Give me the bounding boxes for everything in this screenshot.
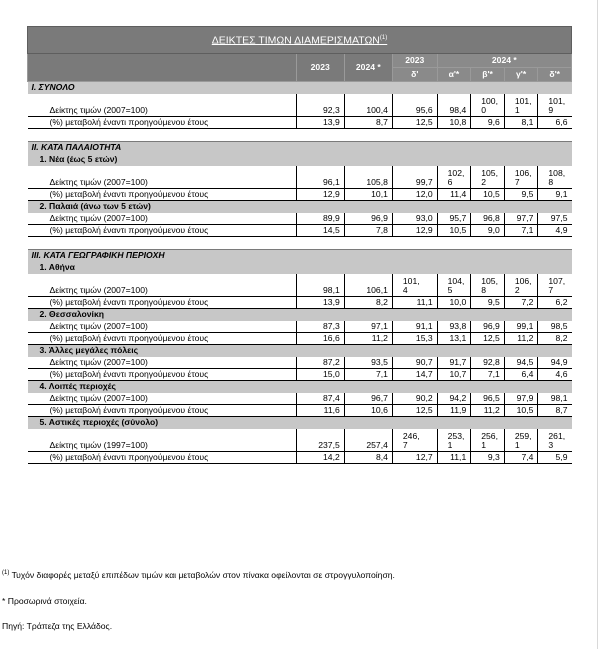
group-header-row xyxy=(28,417,572,430)
value-cell: 5,9 xyxy=(538,452,572,464)
value-cell: 97,5 xyxy=(538,213,572,225)
group-title: 2. Θεσσαλονίκη xyxy=(28,309,572,322)
value-cell: 97,1 xyxy=(344,321,392,333)
value-cell: 107, 7 xyxy=(538,274,572,297)
value-cell: 12,0 xyxy=(392,189,437,201)
group-header-row xyxy=(28,345,572,358)
section-title: II. ΚΑΤΑ ΠΑΛΑΙΟΤΗΤΑ xyxy=(28,142,572,155)
value-cell: 12,9 xyxy=(296,189,344,201)
value-cell: 10,5 xyxy=(437,225,471,237)
table-row xyxy=(28,189,572,201)
group-title: 4. Λοιπές περιοχές xyxy=(28,381,572,394)
value-cell: 105, 8 xyxy=(471,274,505,297)
row-label: (%) μεταβολή έναντι προηγούμενου έτους xyxy=(28,225,297,237)
section-header-row xyxy=(28,142,572,155)
value-cell: 92,8 xyxy=(471,357,505,369)
table-row xyxy=(28,297,572,309)
section-spacer xyxy=(28,237,572,250)
value-cell: 101, 4 xyxy=(392,274,437,297)
footnote-rounding: $^{(1)}$ Τυχόν διαφορές μεταξύ επιπέδων τιμών και μεταβολών στον πίνακα οφείλονται σε στρογγυλοποίηση. xyxy=(2,570,395,580)
table-row xyxy=(28,333,572,345)
price-index-table xyxy=(27,26,572,464)
value-cell: 12,5 xyxy=(392,405,437,417)
table-row xyxy=(28,213,572,225)
value-cell: 92,3 xyxy=(296,94,344,117)
value-cell: 100, 0 xyxy=(471,94,505,117)
value-cell: 104, 5 xyxy=(437,274,471,297)
row-label: Δείκτης τιμών (2007=100) xyxy=(28,357,297,369)
value-cell: 16,6 xyxy=(296,333,344,345)
value-cell: 9,0 xyxy=(471,225,505,237)
row-label: (%) μεταβολή έναντι προηγούμενου έτους xyxy=(28,369,297,381)
value-cell: 96,5 xyxy=(471,393,505,405)
row-label: Δείκτης τιμών (2007=100) xyxy=(28,94,297,117)
value-cell: 106, 7 xyxy=(504,166,538,189)
value-cell: 91,7 xyxy=(437,357,471,369)
value-cell: 93,0 xyxy=(392,213,437,225)
value-cell: 257,4 xyxy=(344,429,392,452)
value-cell: 94,9 xyxy=(538,357,572,369)
spacer-cell xyxy=(28,237,572,250)
value-cell: 105,8 xyxy=(344,166,392,189)
group-header-row xyxy=(28,262,572,274)
header-blank-cell xyxy=(28,54,297,82)
value-cell: 15,3 xyxy=(392,333,437,345)
value-cell: 8,1 xyxy=(504,117,538,129)
value-cell: 9,6 xyxy=(471,117,505,129)
value-cell: 11,6 xyxy=(296,405,344,417)
row-label: (%) μεταβολή έναντι προηγούμενου έτους xyxy=(28,333,297,345)
footnote-provisional: * Προσωρινά στοιχεία. xyxy=(2,596,87,606)
value-cell: 6,2 xyxy=(538,297,572,309)
value-cell: 10,5 xyxy=(471,189,505,201)
header-quarter-delta: δ' xyxy=(392,68,437,82)
value-cell: 102, 6 xyxy=(437,166,471,189)
value-cell: 259, 1 xyxy=(504,429,538,452)
value-cell: 9,1 xyxy=(538,189,572,201)
value-cell: 13,1 xyxy=(437,333,471,345)
value-cell: 14,5 xyxy=(296,225,344,237)
value-cell: 11,1 xyxy=(437,452,471,464)
value-cell: 87,2 xyxy=(296,357,344,369)
row-label: Δείκτης τιμών (2007=100) xyxy=(28,213,297,225)
value-cell: 12,7 xyxy=(392,452,437,464)
value-cell: 8,7 xyxy=(344,117,392,129)
value-cell: 13,9 xyxy=(296,117,344,129)
value-cell: 10,6 xyxy=(344,405,392,417)
value-cell: 246, 7 xyxy=(392,429,437,452)
value-cell: 14,2 xyxy=(296,452,344,464)
value-cell: 237,5 xyxy=(296,429,344,452)
value-cell: 96,1 xyxy=(296,166,344,189)
value-cell: 99,1 xyxy=(504,321,538,333)
group-title: 2. Παλαιά (άνω των 5 ετών) xyxy=(28,201,572,214)
value-cell: 10,5 xyxy=(504,405,538,417)
price-index-table-container xyxy=(27,26,572,464)
header-year-2024: 2024 * xyxy=(344,54,392,82)
value-cell: 98,5 xyxy=(538,321,572,333)
table-row xyxy=(28,166,572,189)
value-cell: 97,9 xyxy=(504,393,538,405)
value-cell: 7,1 xyxy=(471,369,505,381)
row-label: Δείκτης τιμών (2007=100) xyxy=(28,321,297,333)
value-cell: 95,6 xyxy=(392,94,437,117)
value-cell: 9,3 xyxy=(471,452,505,464)
value-cell: 11,1 xyxy=(392,297,437,309)
value-cell: 7,4 xyxy=(504,452,538,464)
value-cell: 96,9 xyxy=(471,321,505,333)
table-row xyxy=(28,225,572,237)
header-quarter-alpha: α'* xyxy=(437,68,471,82)
value-cell: 11,2 xyxy=(471,405,505,417)
section-header-row xyxy=(28,250,572,263)
value-cell: 98,1 xyxy=(538,393,572,405)
value-cell: 253, 1 xyxy=(437,429,471,452)
table-row xyxy=(28,405,572,417)
value-cell: 10,1 xyxy=(344,189,392,201)
value-cell: 8,2 xyxy=(344,297,392,309)
value-cell: 96,9 xyxy=(344,213,392,225)
value-cell: 10,0 xyxy=(437,297,471,309)
header-quarter-year-2023: 2023 xyxy=(392,54,437,68)
group-header-row xyxy=(28,201,572,214)
value-cell: 256, 1 xyxy=(471,429,505,452)
section-title: I. ΣΥΝΟΛΟ xyxy=(28,82,572,95)
value-cell: 11,2 xyxy=(504,333,538,345)
value-cell: 98,1 xyxy=(296,274,344,297)
value-cell: 93,5 xyxy=(344,357,392,369)
table-title: ΔΕΙΚΤΕΣ ΤΙΜΩΝ ΔΙΑΜΕΡΙΣΜΑΤΩΝ$^{(1)}$ xyxy=(28,27,572,54)
value-cell: 89,9 xyxy=(296,213,344,225)
section-title: III. ΚΑΤΑ ΓΕΩΓΡΑΦΙΚΗ ΠΕΡΙΟΧΗ xyxy=(28,250,572,263)
row-label: Δείκτης τιμών (2007=100) xyxy=(28,274,297,297)
row-label: Δείκτης τιμών (2007=100) xyxy=(28,393,297,405)
row-label: Δείκτης τιμών (2007=100) xyxy=(28,166,297,189)
table-row xyxy=(28,393,572,405)
value-cell: 12,9 xyxy=(392,225,437,237)
table-body xyxy=(28,82,572,464)
source-note: Πηγή: Τράπεζα της Ελλάδος. xyxy=(2,621,113,631)
value-cell: 96,8 xyxy=(471,213,505,225)
section-header-row xyxy=(28,82,572,95)
value-cell: 4,9 xyxy=(538,225,572,237)
value-cell: 97,7 xyxy=(504,213,538,225)
value-cell: 14,7 xyxy=(392,369,437,381)
value-cell: 11,2 xyxy=(344,333,392,345)
value-cell: 10,8 xyxy=(437,117,471,129)
table-row xyxy=(28,429,572,452)
value-cell: 94,2 xyxy=(437,393,471,405)
table-row xyxy=(28,321,572,333)
value-cell: 87,3 xyxy=(296,321,344,333)
spacer-cell xyxy=(28,129,572,142)
header-quarter-year-2024: 2024 * xyxy=(437,54,571,68)
value-cell: 9,5 xyxy=(471,297,505,309)
value-cell: 99,7 xyxy=(392,166,437,189)
value-cell: 91,1 xyxy=(392,321,437,333)
value-cell: 4,6 xyxy=(538,369,572,381)
value-cell: 13,9 xyxy=(296,297,344,309)
value-cell: 6,6 xyxy=(538,117,572,129)
row-label: (%) μεταβολή έναντι προηγούμενου έτους xyxy=(28,452,297,464)
value-cell: 12,5 xyxy=(471,333,505,345)
value-cell: 87,4 xyxy=(296,393,344,405)
group-title: 3. Άλλες μεγάλες πόλεις xyxy=(28,345,572,358)
row-label: (%) μεταβολή έναντι προηγούμενου έτους xyxy=(28,189,297,201)
row-label: (%) μεταβολή έναντι προηγούμενου έτους xyxy=(28,405,297,417)
value-cell: 9,5 xyxy=(504,189,538,201)
value-cell: 101, 1 xyxy=(504,94,538,117)
row-label: (%) μεταβολή έναντι προηγούμενου έτους xyxy=(28,117,297,129)
value-cell: 95,7 xyxy=(437,213,471,225)
value-cell: 90,2 xyxy=(392,393,437,405)
group-header-row xyxy=(28,309,572,322)
value-cell: 10,7 xyxy=(437,369,471,381)
value-cell: 93,8 xyxy=(437,321,471,333)
value-cell: 100,4 xyxy=(344,94,392,117)
value-cell: 106,1 xyxy=(344,274,392,297)
header-year-2023: 2023 xyxy=(296,54,344,82)
value-cell: 6,4 xyxy=(504,369,538,381)
table-row xyxy=(28,357,572,369)
value-cell: 7,8 xyxy=(344,225,392,237)
title-footnote-marker: (1) xyxy=(379,34,388,41)
value-cell: 101, 9 xyxy=(538,94,572,117)
table-row xyxy=(28,452,572,464)
group-title: 1. Αθήνα xyxy=(28,262,572,274)
section-spacer xyxy=(28,129,572,142)
row-label: Δείκτης τιμών (1997=100) xyxy=(28,429,297,452)
table-row xyxy=(28,274,572,297)
value-cell: 98,4 xyxy=(437,94,471,117)
group-header-row xyxy=(28,154,572,166)
value-cell: 11,4 xyxy=(437,189,471,201)
value-cell: 261, 3 xyxy=(538,429,572,452)
value-cell: 106, 2 xyxy=(504,274,538,297)
page-edge xyxy=(597,0,598,649)
table-row xyxy=(28,369,572,381)
group-header-row xyxy=(28,381,572,394)
value-cell: 12,5 xyxy=(392,117,437,129)
group-title: 1. Νέα (έως 5 ετών) xyxy=(28,154,572,166)
value-cell: 7,1 xyxy=(344,369,392,381)
value-cell: 7,2 xyxy=(504,297,538,309)
table-row xyxy=(28,117,572,129)
value-cell: 108, 8 xyxy=(538,166,572,189)
value-cell: 15,0 xyxy=(296,369,344,381)
value-cell: 7,1 xyxy=(504,225,538,237)
value-cell: 11,9 xyxy=(437,405,471,417)
value-cell: 94,5 xyxy=(504,357,538,369)
value-cell: 96,7 xyxy=(344,393,392,405)
value-cell: 8,2 xyxy=(538,333,572,345)
table-row xyxy=(28,94,572,117)
row-label: (%) μεταβολή έναντι προηγούμενου έτους xyxy=(28,297,297,309)
value-cell: 105, 2 xyxy=(471,166,505,189)
value-cell: 8,4 xyxy=(344,452,392,464)
header-quarter-beta: β'* xyxy=(471,68,505,82)
header-quarter-gamma: γ'* xyxy=(504,68,538,82)
value-cell: 8,7 xyxy=(538,405,572,417)
value-cell: 90,7 xyxy=(392,357,437,369)
header-quarter-delta-2024: δ'* xyxy=(538,68,572,82)
footnote-marker: (1) xyxy=(2,570,10,577)
group-title: 5. Αστικές περιοχές (σύνολο) xyxy=(28,417,572,430)
